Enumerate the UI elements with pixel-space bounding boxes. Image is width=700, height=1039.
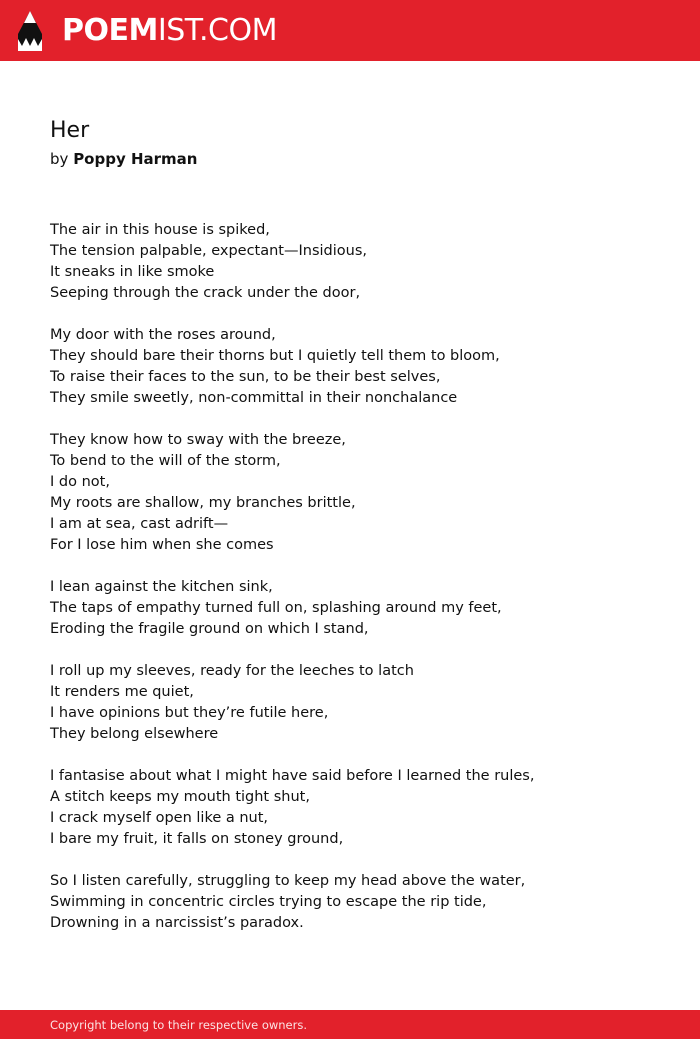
poem-stanza [50,325,670,409]
poem-stanza [50,766,670,850]
poem-line: I do not, [50,474,110,490]
poem-line: I bare my fruit, it falls on stoney ground, [50,831,344,847]
poem-line: A stitch keeps my mouth tight shut, [50,789,310,805]
author-name: Poppy Harman [73,150,198,168]
site-header [0,0,700,61]
poem-line: To raise their faces to the sun, to be their best selves, [50,369,441,385]
poem-line: They belong elsewhere [50,726,219,742]
poem-title: Her [50,118,90,143]
poem-stanza [50,577,670,640]
poem-line: I have opinions but they’re futile here, [50,705,329,721]
poem-line: I roll up my sleeves, ready for the leeches to latch [50,663,414,679]
poem-line: It sneaks in like smoke [50,264,215,280]
poem-content [50,114,670,955]
poem-line: I am at sea, cast adrift— [50,516,229,532]
poem-stanza [50,430,670,556]
logo-bold-text: POEM [62,13,158,48]
poem-line: They smile sweetly, non-committal in their nonchalance [50,390,458,406]
poem-line: So I listen carefully, struggling to keep my head above the water, [50,873,526,889]
by-label: by [50,150,69,168]
poem-line: They know how to sway with the breeze, [50,432,346,448]
poem-line: The tension palpable, expectant—Insidious, [50,243,368,259]
poem-line: My roots are shallow, my branches brittle, [50,495,356,511]
poem-line: Seeping through the crack under the door, [50,285,361,301]
poem-line: I lean against the kitchen sink, [50,579,273,595]
poem-line: For I lose him when she comes [50,537,274,553]
site-footer [0,1010,700,1039]
poem-line: Swimming in concentric circles trying to escape the rip tide, [50,894,487,910]
poem-stanza [50,871,670,934]
poem-line: The air in this house is spiked, [50,222,270,238]
pencil-tip-icon [17,10,43,52]
site-logo[interactable] [62,12,277,50]
poem-body [50,220,670,934]
poem-line: My door with the roses around, [50,327,276,343]
poem-byline [50,148,670,170]
poem-line: Eroding the fragile ground on which I stand, [50,621,369,637]
poem-stanza [50,220,670,304]
poem-line: It renders me quiet, [50,684,194,700]
poem-stanza [50,661,670,745]
poem-line: I crack myself open like a nut, [50,810,269,826]
copyright-text: Copyright belong to their respective owners. [50,1018,308,1032]
poem-line: Drowning in a narcissist’s paradox. [50,915,304,931]
poem-line: To bend to the will of the storm, [50,453,281,469]
poem-line: They should bare their thorns but I quietly tell them to bloom, [50,348,500,364]
poem-line: I fantasise about what I might have said before I learned the rules, [50,768,535,784]
logo-light-text: IST.COM [157,13,277,48]
poem-line: The taps of empathy turned full on, splashing around my feet, [50,600,502,616]
